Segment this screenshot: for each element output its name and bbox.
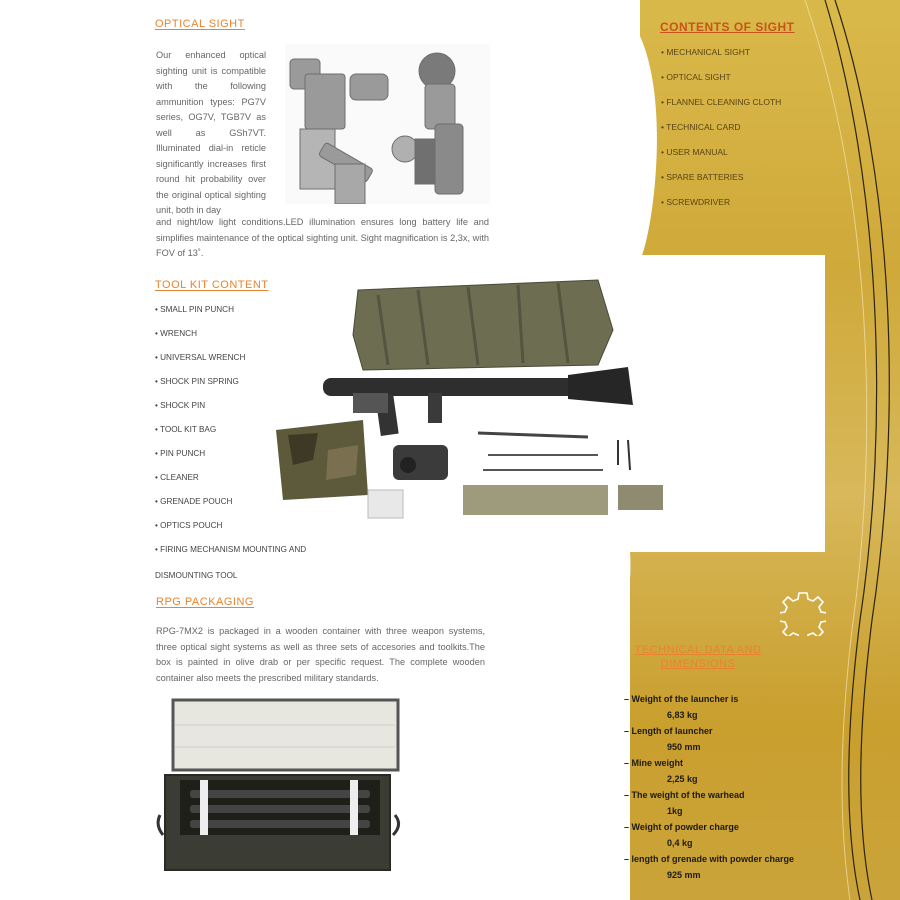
- spec-label: – Length of launcher: [624, 726, 713, 736]
- spec-label: – length of grenade with powder charge: [624, 854, 795, 864]
- spec-value: 925 mm: [667, 870, 701, 880]
- spec-label: – Mine weight: [624, 758, 684, 768]
- spec-label: – Weight of the launcher is: [624, 694, 739, 704]
- list-item: • UNIVERSAL WRENCH: [155, 353, 246, 362]
- list-item: • SCREWDRIVER: [661, 197, 731, 207]
- packaging-text: RPG-7MX2 is packaged in a wooden container with three weapon systems, three optical sight systems as well as three sets of accesories and toolkits.The box is painted in olive drab or per specific request. The complete wooden container also meets the prescribed military standards.: [156, 626, 485, 683]
- spec-item: [624, 787, 794, 819]
- spec-value: 6,83 kg: [667, 710, 698, 720]
- list-item: • CLEANER: [155, 473, 199, 482]
- list-item: • FLANNEL CLEANING CLOTH: [661, 97, 782, 107]
- spec-item: [624, 691, 794, 723]
- list-item: • PIN PUNCH: [155, 449, 206, 458]
- list-item: • SMALL PIN PUNCH: [155, 305, 234, 314]
- spec-value: 0,4 kg: [667, 838, 693, 848]
- tool-kit-photo: [268, 275, 668, 530]
- optical-sight-text-full: and night/low light conditions.LED illumination ensures long battery life and simplifies maintenance of the optical sighting unit. Sight magnification is 2,3x, with FOV of 13˚.: [156, 217, 489, 258]
- list-item: DISMOUNTING TOOL: [155, 571, 238, 580]
- list-item: • FIRING MECHANISM MOUNTING AND: [155, 545, 307, 554]
- spec-item: [624, 851, 794, 883]
- list-item: • OPTICS POUCH: [155, 521, 223, 530]
- list-item: • TECHNICAL CARD: [661, 122, 741, 132]
- packaging-photo: [155, 695, 405, 875]
- tool-kit-title: TOOL KIT CONTENT: [155, 279, 269, 291]
- list-item: • SHOCK PIN SPRING: [155, 377, 239, 386]
- spec-label: – The weight of the warhead: [624, 790, 745, 800]
- list-item: • OPTICAL SIGHT: [661, 72, 731, 82]
- gear-icon: [780, 590, 826, 636]
- spec-value: 2,25 kg: [667, 774, 698, 784]
- spec-item: [624, 819, 794, 851]
- spec-value: 1kg: [667, 806, 683, 816]
- list-item: • SHOCK PIN: [155, 401, 206, 410]
- list-item: • GRENADE POUCH: [155, 497, 233, 506]
- list-item: • SPARE BATTERIES: [661, 172, 744, 182]
- packaging-title: RPG PACKAGING: [156, 596, 254, 608]
- spec-label: – Weight of powder charge: [624, 822, 739, 832]
- optical-sight-title: OPTICAL SIGHT: [155, 18, 245, 30]
- spec-value: 950 mm: [667, 742, 701, 752]
- spec-item: [624, 723, 794, 755]
- optical-sight-text-left: Our enhanced optical sighting unit is compatible with the following ammunition types: PG7V series, OG7V, TGB7V as well as GSh7VT. Illuminated dial-in reticle significantly increases first round hit probability over the original optical sighting unit, both in day: [156, 50, 266, 215]
- contents-of-sight-list: [661, 47, 781, 222]
- contents-of-sight-title: CONTENTS OF SIGHT: [660, 20, 795, 34]
- technical-data-title: TECHNICAL DATA AND DIMENSIONS: [634, 644, 762, 670]
- technical-data-list: [624, 691, 794, 883]
- list-item: • USER MANUAL: [661, 147, 728, 157]
- spec-item: [624, 755, 794, 787]
- list-item: • MECHANICAL SIGHT: [661, 47, 751, 57]
- optical-sight-photo: [285, 44, 490, 204]
- list-item: • WRENCH: [155, 329, 197, 338]
- list-item: • TOOL KIT BAG: [155, 425, 217, 434]
